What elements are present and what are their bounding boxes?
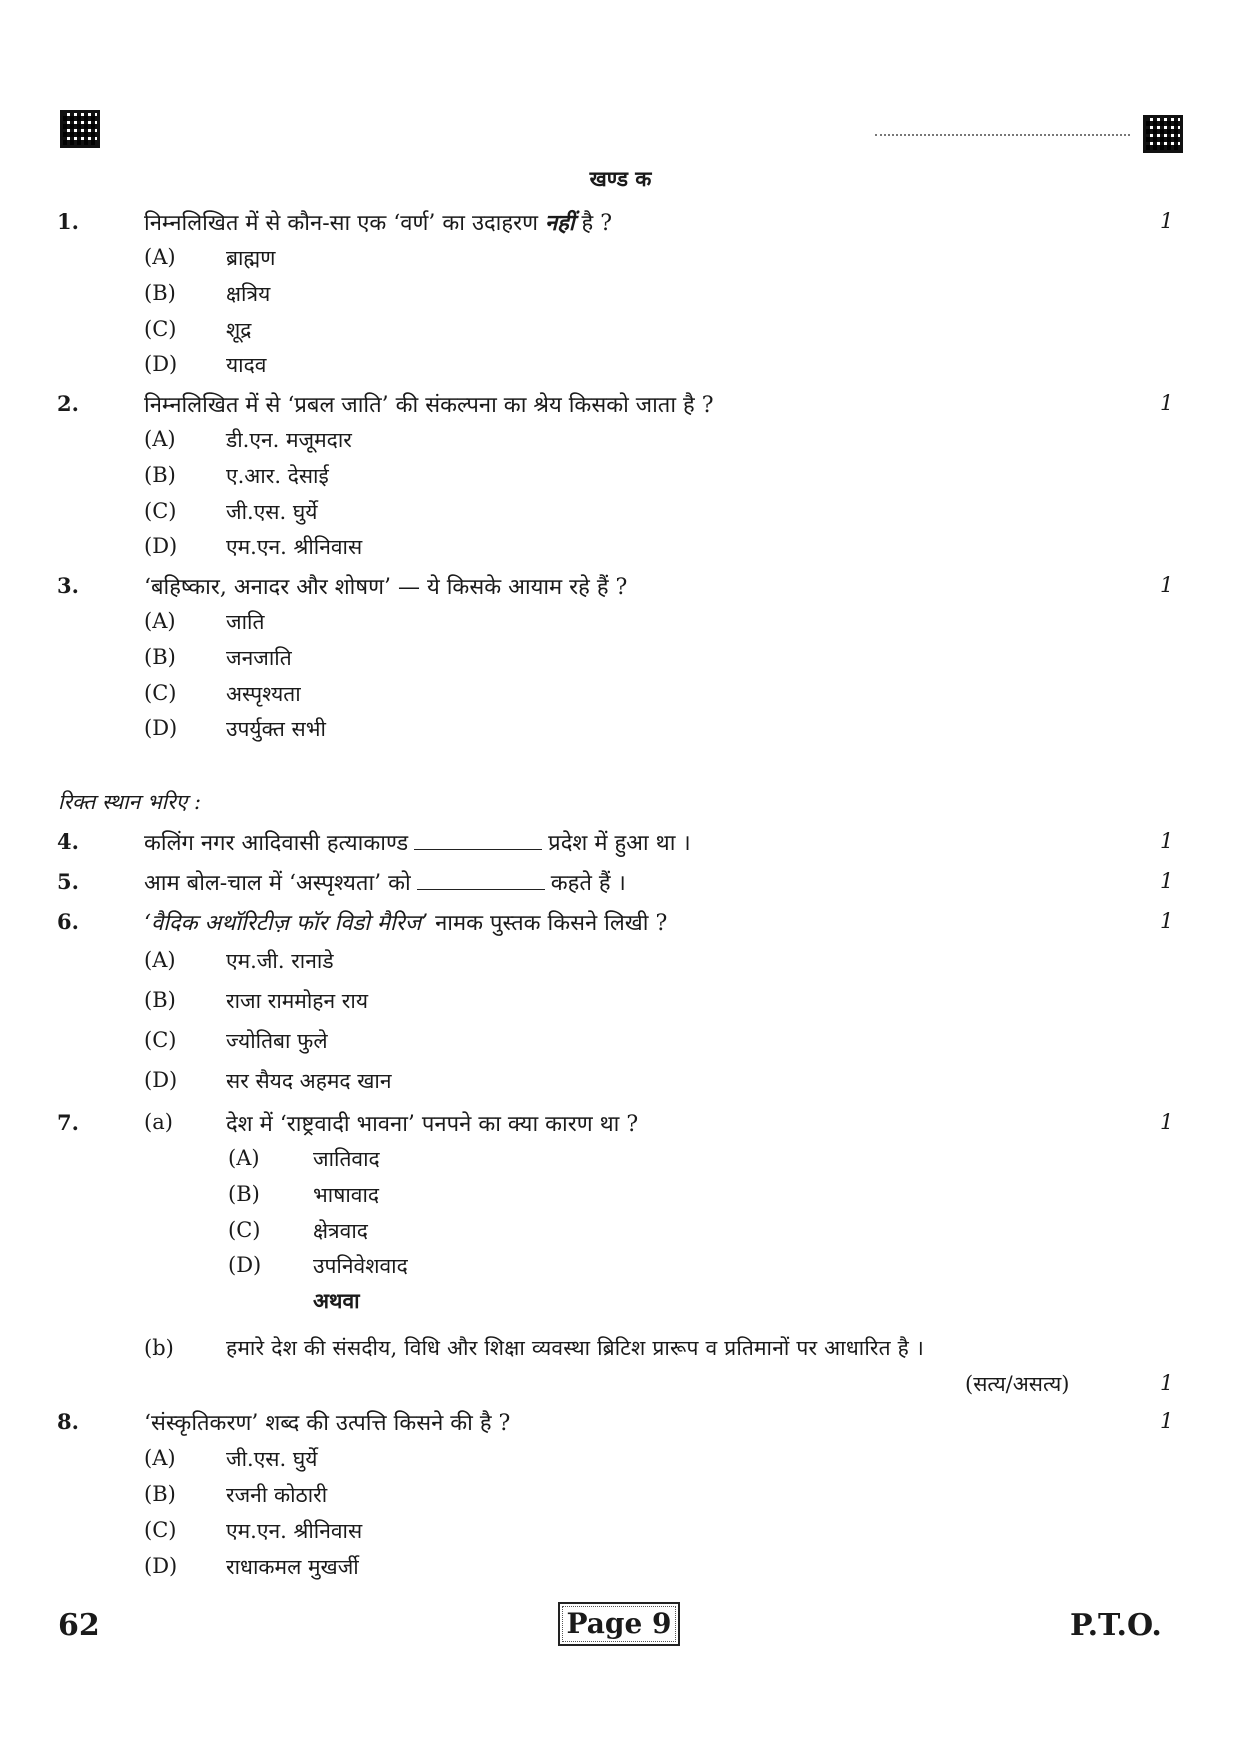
question-number: 3.: [57, 573, 79, 598]
option-text: सर सैयद अहमद खान: [226, 1069, 392, 1093]
option-label: (A): [228, 1146, 260, 1170]
option-text: अस्पृश्यता: [226, 682, 301, 706]
option-label: (B): [228, 1182, 260, 1206]
question-number: 5.: [57, 869, 79, 894]
option-label: (B): [144, 645, 176, 669]
question-text: [144, 207, 612, 237]
question-text: [144, 827, 691, 857]
sub-question-label: (b): [144, 1336, 174, 1360]
qr-code-right-icon: [1143, 115, 1183, 153]
option-label: (D): [144, 352, 178, 376]
page-number: Page 9: [558, 1602, 680, 1646]
option-text: ब्राह्मण: [226, 246, 276, 270]
option-text: जाति: [226, 610, 265, 634]
option-label: (A): [144, 1446, 176, 1470]
marks: 1: [1160, 1409, 1174, 1433]
question-text: हमारे देश की संसदीय, विधि और शिक्षा व्यवस्था ब्रिटिश प्रारूप व प्रतिमानों पर आधारित है ।: [226, 1336, 925, 1360]
question-text-part: कहते हैं ।: [550, 871, 626, 896]
question-text: [144, 867, 626, 897]
option-label: (B): [144, 1482, 176, 1506]
book-title: ‘वैदिक अथॉरिटीज़ फॉर विडो मैरिज’: [144, 911, 429, 936]
option-text: शूद्र: [226, 318, 252, 342]
question-text-part: कलिंग नगर आदिवासी हत्याकाण्ड: [144, 831, 409, 856]
option-text: क्षेत्रवाद: [313, 1219, 368, 1243]
question-text: निम्नलिखित में से ‘प्रबल जाति’ की संकल्पना का श्रेय किसको जाता है ?: [144, 393, 714, 418]
marks: 1: [1160, 573, 1174, 597]
question-number: 4.: [57, 829, 79, 854]
option-text: राधाकमल मुखर्जी: [226, 1555, 359, 1579]
option-label: (B): [144, 988, 176, 1012]
true-false-hint: (सत्य/असत्य): [965, 1372, 1070, 1396]
question-number: 8.: [57, 1409, 79, 1434]
question-text-part: नामक पुस्तक किसने लिखी ?: [428, 911, 668, 936]
option-label: (C): [144, 499, 177, 523]
option-text: ज्योतिबा फुले: [226, 1029, 328, 1053]
question-text: ‘संस्कृतिकरण’ शब्द की उत्पत्ति किसने की है ?: [144, 1411, 511, 1436]
option-label: (C): [228, 1218, 261, 1242]
fill-blanks-heading: रिक्त स्थान भरिए :: [58, 790, 202, 814]
option-label: (C): [144, 317, 177, 341]
option-text: उपनिवेशवाद: [313, 1254, 408, 1278]
option-text: ए.आर. देसाई: [226, 464, 329, 488]
question-number: 6.: [57, 909, 79, 934]
question-text-part: प्रदेश में हुआ था ।: [548, 831, 691, 856]
option-text: जी.एस. घुर्ये: [226, 500, 318, 524]
option-text: यादव: [226, 353, 267, 377]
option-label: (C): [144, 1518, 177, 1542]
marks: 1: [1160, 209, 1174, 233]
sub-question-label: (a): [144, 1110, 173, 1134]
question-number: 1.: [57, 209, 79, 234]
section-heading: खण्ड क: [589, 166, 652, 191]
option-label: (C): [144, 1028, 177, 1052]
question-text-part: निम्नलिखित में से कौन-सा एक ‘वर्ण’ का उदाहरण: [144, 211, 545, 236]
option-text: रजनी कोठारी: [226, 1483, 328, 1507]
question-number: 2.: [57, 391, 79, 416]
option-text: राजा राममोहन राय: [226, 989, 368, 1013]
option-text: जातिवाद: [313, 1147, 380, 1171]
option-label: (A): [144, 427, 176, 451]
option-label: (C): [144, 681, 177, 705]
option-text: एम.जी. रानाडे: [226, 949, 334, 973]
option-label: (D): [144, 1068, 178, 1092]
answer-blank[interactable]: [414, 848, 542, 850]
question-number: 7.: [57, 1110, 79, 1135]
option-text: उपर्युक्त सभी: [226, 717, 326, 741]
qr-code-left-icon: [60, 110, 100, 148]
option-text: भाषावाद: [313, 1183, 380, 1207]
option-label: (D): [144, 716, 178, 740]
option-label: (D): [144, 1554, 178, 1578]
marks: 1: [1160, 909, 1174, 933]
question-text: ‘बहिष्कार, अनादर और शोषण’ — ये किसके आयाम रहे हैं ?: [144, 575, 628, 600]
option-label: (A): [144, 948, 176, 972]
marks: 1: [1160, 1110, 1174, 1134]
option-label: (D): [228, 1253, 262, 1277]
option-text: क्षत्रिय: [226, 282, 271, 306]
paper-code: 62: [58, 1608, 100, 1643]
option-label: (A): [144, 609, 176, 633]
option-text: एम.एन. श्रीनिवास: [226, 535, 363, 559]
question-text-part: है ?: [574, 211, 613, 236]
question-text: [144, 907, 667, 937]
marks: 1: [1160, 869, 1174, 893]
marks: 1: [1160, 1371, 1174, 1395]
option-text: जनजाति: [226, 646, 292, 670]
option-label: (A): [144, 245, 176, 269]
marks: 1: [1160, 391, 1174, 415]
please-turn-over: P.T.O.: [1070, 1608, 1162, 1643]
option-label: (B): [144, 281, 176, 305]
question-text-part: आम बोल-चाल में ‘अस्पृश्यता’ को: [144, 871, 411, 896]
or-separator: अथवा: [313, 1288, 360, 1313]
option-text: एम.एन. श्रीनिवास: [226, 1519, 363, 1543]
answer-blank[interactable]: [417, 888, 545, 890]
question-emphasis: नहीं: [544, 210, 575, 236]
marks: 1: [1160, 829, 1174, 853]
option-text: जी.एस. घुर्ये: [226, 1447, 318, 1471]
dotted-line: [875, 134, 1130, 136]
option-label: (B): [144, 463, 176, 487]
option-label: (D): [144, 534, 178, 558]
option-text: डी.एन. मजूमदार: [226, 428, 352, 452]
question-text: देश में ‘राष्ट्रवादी भावना’ पनपने का क्या कारण था ?: [226, 1112, 639, 1137]
